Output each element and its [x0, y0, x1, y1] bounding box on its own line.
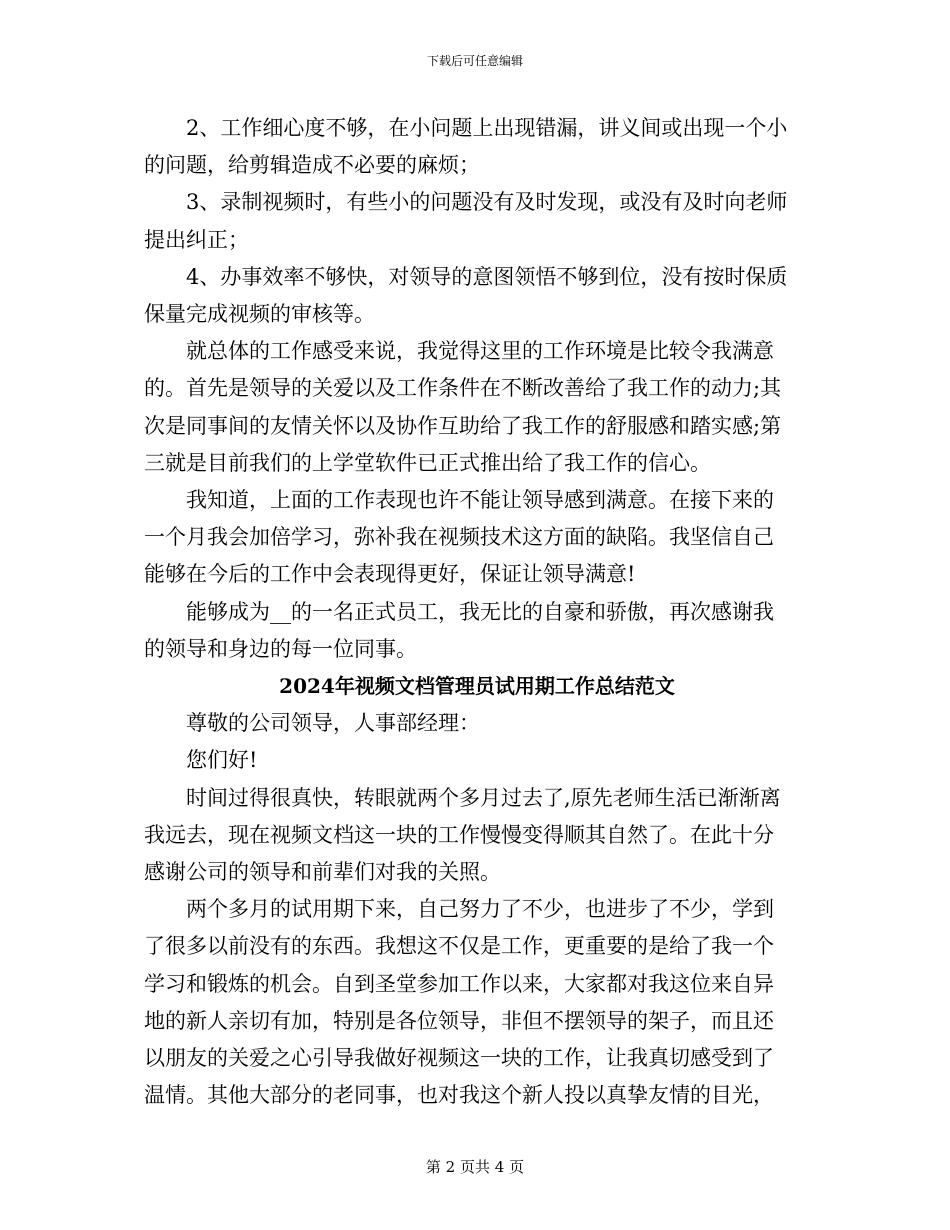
document-body — [144, 110, 810, 1114]
paragraph-item-4: 4、办事效率不够快，对领导的意图领悟不够到位，没有按时保质 保量完成视频的审核等。 — [144, 264, 788, 327]
page-header: 下载后可任意编辑 — [426, 54, 523, 68]
paragraph-item-3: 3、录制视频时，有些小的问题没有及时发现，或没有及时向老师 提出纠正； — [144, 190, 788, 252]
greeting: 您们好! — [186, 748, 258, 773]
paragraph-thanks: 能够成为__的一名正式员工，我无比的自豪和骄傲，再次感谢我 的领导和身边的每一位同事。 — [144, 599, 774, 661]
paragraph-item-2: 2、工作细心度不够，在小问题上出现错漏，讲义间或出现一个小 的问题，给剪辑造成不必要的麻烦； — [144, 116, 788, 178]
document-title: 2024年视频文档管理员试用期工作总结范文 — [279, 674, 675, 699]
page-number: 第 2 页共 4 页 — [425, 1158, 525, 1176]
paragraph-time-passed: 时间过得很真快，转眼就两个多月过去了,原先老师生活已渐渐离 我远去，现在视频文档这一块的工作慢慢变得顺其自然了。在此十分 感谢公司的领导和前辈们对我的关照。 — [144, 785, 781, 885]
paragraph-overall-feeling: 就总体的工作感受来说，我觉得这里的工作环境是比较令我满意 的。首先是领导的关爱以及工作条件在不断改善给了我工作的动力;其 次是同事间的友情关怀以及协作互助给了我工作的舒服感和踏实感;第 三就是目前我们的上学堂软件已正式推出给了我工作的信心。 — [144, 339, 782, 475]
paragraph-self-assessment: 我知道，上面的工作表现也许不能让领导感到满意。在接下来的 一个月我会加倍学习，弥补我在视频技术这方面的缺陷。我坚信自己 能够在今后的工作中会表现得更好，保证让领导满意! — [144, 488, 774, 587]
salutation: 尊敬的公司领导，人事部经理： — [186, 711, 480, 736]
paragraph-probation-summary: 两个多月的试用期下来，自己努力了不少，也进步了不少，学到 了很多以前没有的东西。我想这不仅是工作，更重要的是给了我一个 学习和锻炼的机会。自到圣堂参加工作以来，大家都对我这位来自异 地的新人亲切有加，特别是各位领导，非但不摆领导的架子，而且还 以朋友的关爱之心引导我做好视频这一块的工作，让我真切感受到了 温情。其他大部分的老同事，也对我这个新人投以真挚友情的目光， — [144, 897, 774, 1108]
